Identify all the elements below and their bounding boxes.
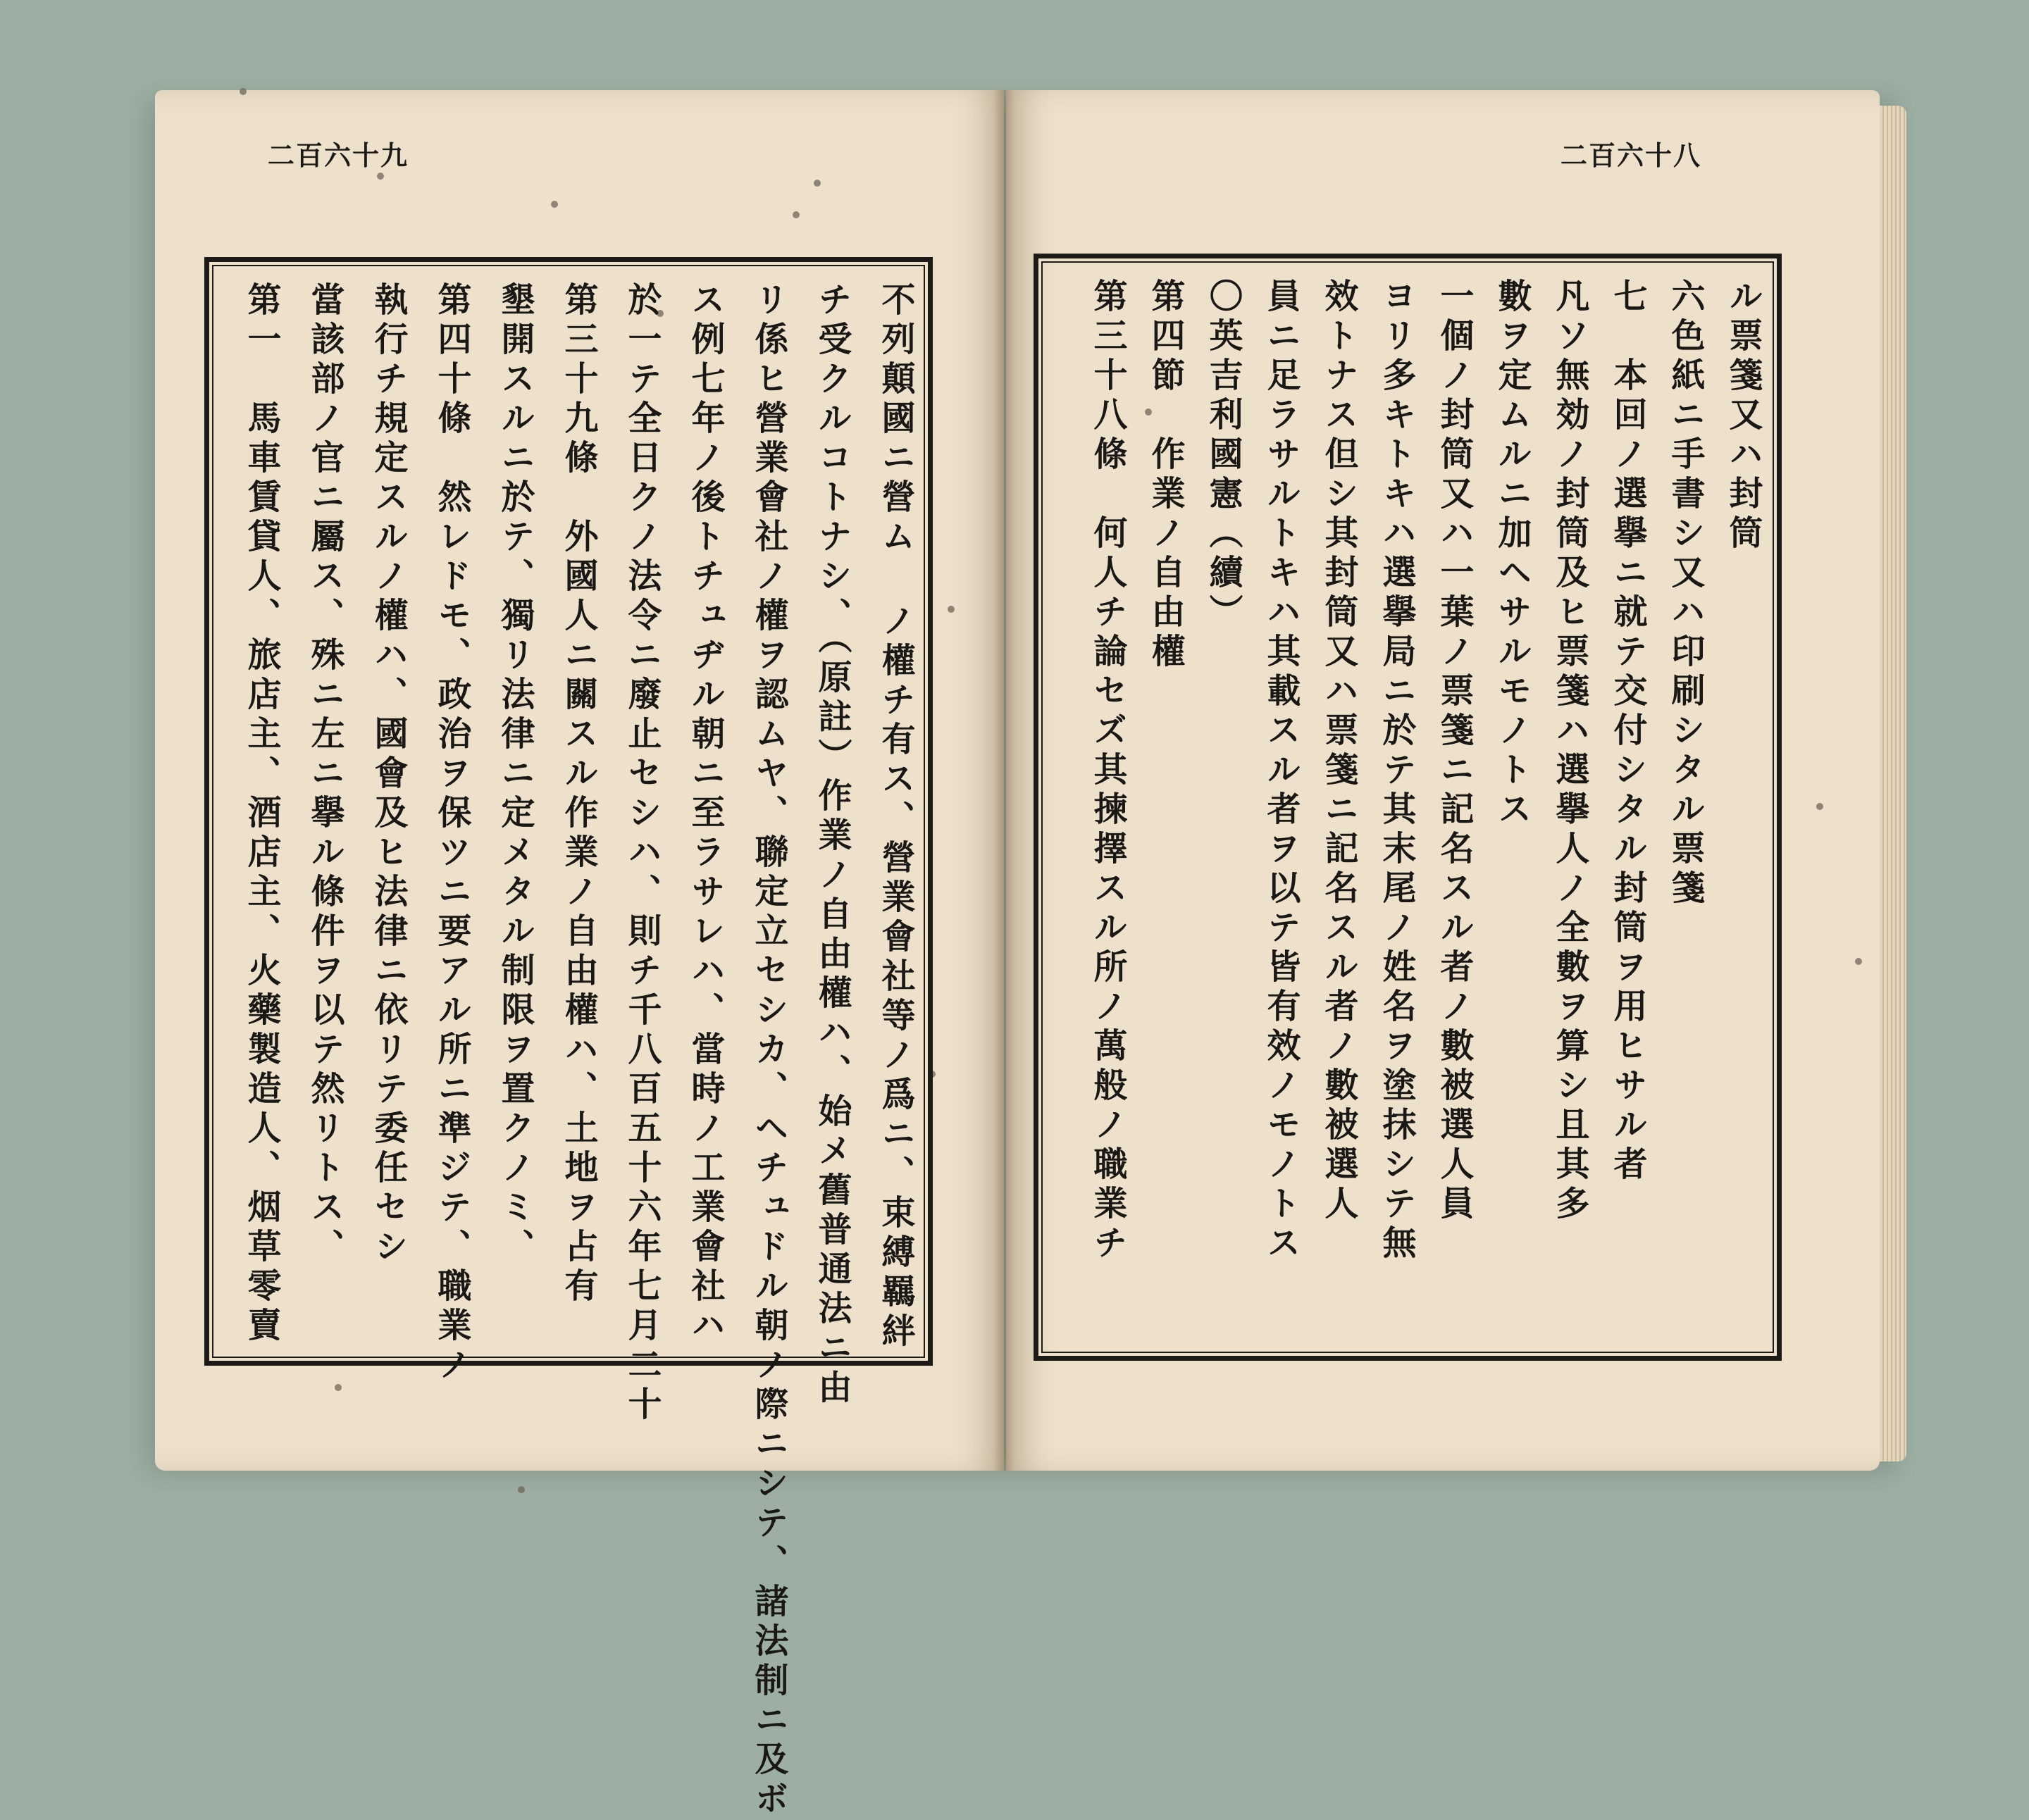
- text-column: 執行チ規定スルノ權ハ、國會及ヒ法律ニ依リテ委任セシ: [368, 282, 408, 1268]
- text-column: 凡ソ無効ノ封筒及ヒ票箋ハ選擧人ノ全數ヲ算シ且其多: [1550, 278, 1589, 1225]
- text-column: 當該部ノ官ニ屬ス、殊ニ左ニ擧ル條件ヲ以テ然リトス、: [305, 282, 345, 1268]
- text-column: 效トナス但シ其封筒又ハ票箋ニ記名スル者ノ數被選人: [1319, 278, 1358, 1225]
- text-column: 六色紙ニ手書シ又ハ印刷シタル票箋: [1665, 278, 1705, 909]
- text-column: 墾開スルニ於テ、獨リ法律ニ定メタル制限ヲ置クノミ、: [495, 282, 535, 1268]
- text-column: 一個ノ封筒又ハ一葉ノ票箋ニ記名スル者ノ數被選人員: [1434, 278, 1474, 1225]
- wormhole-mark: [948, 606, 955, 613]
- text-column: 第三十九條 外國人ニ關スル作業ノ自由權ハ、土地ヲ占有: [559, 282, 598, 1307]
- wormhole-mark: [1816, 803, 1823, 810]
- left-text-frame: [204, 257, 933, 1820]
- text-column: 七 本回ノ選擧ニ就テ交付シタル封筒ヲ用ヒサル者: [1608, 278, 1647, 1185]
- text-column: 第三十八條 何人チ論セズ其揀擇スル所ノ萬般ノ職業チ: [1088, 278, 1127, 1264]
- page-number-left: 二百六十九: [268, 139, 409, 171]
- page-edge-stack: [1880, 106, 1906, 1461]
- wormhole-mark: [814, 180, 821, 187]
- text-column: 第四十條 然レドモ、政治ヲ保ツニ要アル所ニ準ジテ、職業ノ: [432, 282, 471, 1386]
- wormhole-mark: [335, 1384, 342, 1391]
- text-column: 員ニ足ラサルトキハ其載スル者ヲ以テ皆有效ノモノトス: [1261, 278, 1301, 1264]
- wormhole-mark: [240, 88, 247, 95]
- text-column: ヨリ多キトキハ選擧局ニ於テ其末尾ノ姓名ヲ塗抹シテ無: [1377, 278, 1416, 1264]
- text-column: チ受クルコトナシ、（原註）作業ノ自由權ハ、始メ舊普通法ニ由: [812, 282, 852, 1409]
- right-text-frame: [1034, 254, 1782, 1361]
- page-number-right: 二百六十八: [1560, 139, 1702, 171]
- wormhole-mark: [377, 173, 384, 180]
- wormhole-mark: [551, 201, 558, 208]
- wormhole-mark: [518, 1486, 525, 1493]
- text-column: 不列顛國ニ營ム ノ權チ有ス、營業會社等ノ爲ニ、束縛羈絆: [876, 282, 915, 1352]
- text-column: 於一テ全日クノ法令ニ廢止セシハ、則チ千八百五十六年七月二十: [622, 282, 662, 1426]
- text-column: 數ヲ定ムルニ加ヘサルモノトス: [1492, 278, 1532, 830]
- wormhole-mark: [793, 211, 800, 218]
- text-column: リ係ヒ營業會社ノ權ヲ認ムヤ、聯定立セシカ、ヘチュドル朝ノ際ニシテ、諸法制ニ及ボ: [749, 282, 788, 1820]
- text-column: 第一 馬車賃貸人、旅店主、酒店主、火藥製造人、烟草零賣: [242, 282, 281, 1347]
- text-column: ス例七年ノ後トチュヂル朝ニ至ラサレハ、當時ノ工業會社ハ: [685, 282, 725, 1347]
- book-spine: [993, 90, 1014, 1471]
- wormhole-mark: [1855, 958, 1862, 965]
- text-column: ル票箋又ハ封筒: [1723, 278, 1763, 554]
- section-subheading: 第四節 作業ノ自由權: [1146, 278, 1185, 673]
- section-heading: 〇英吉利國憲（續）: [1203, 278, 1243, 633]
